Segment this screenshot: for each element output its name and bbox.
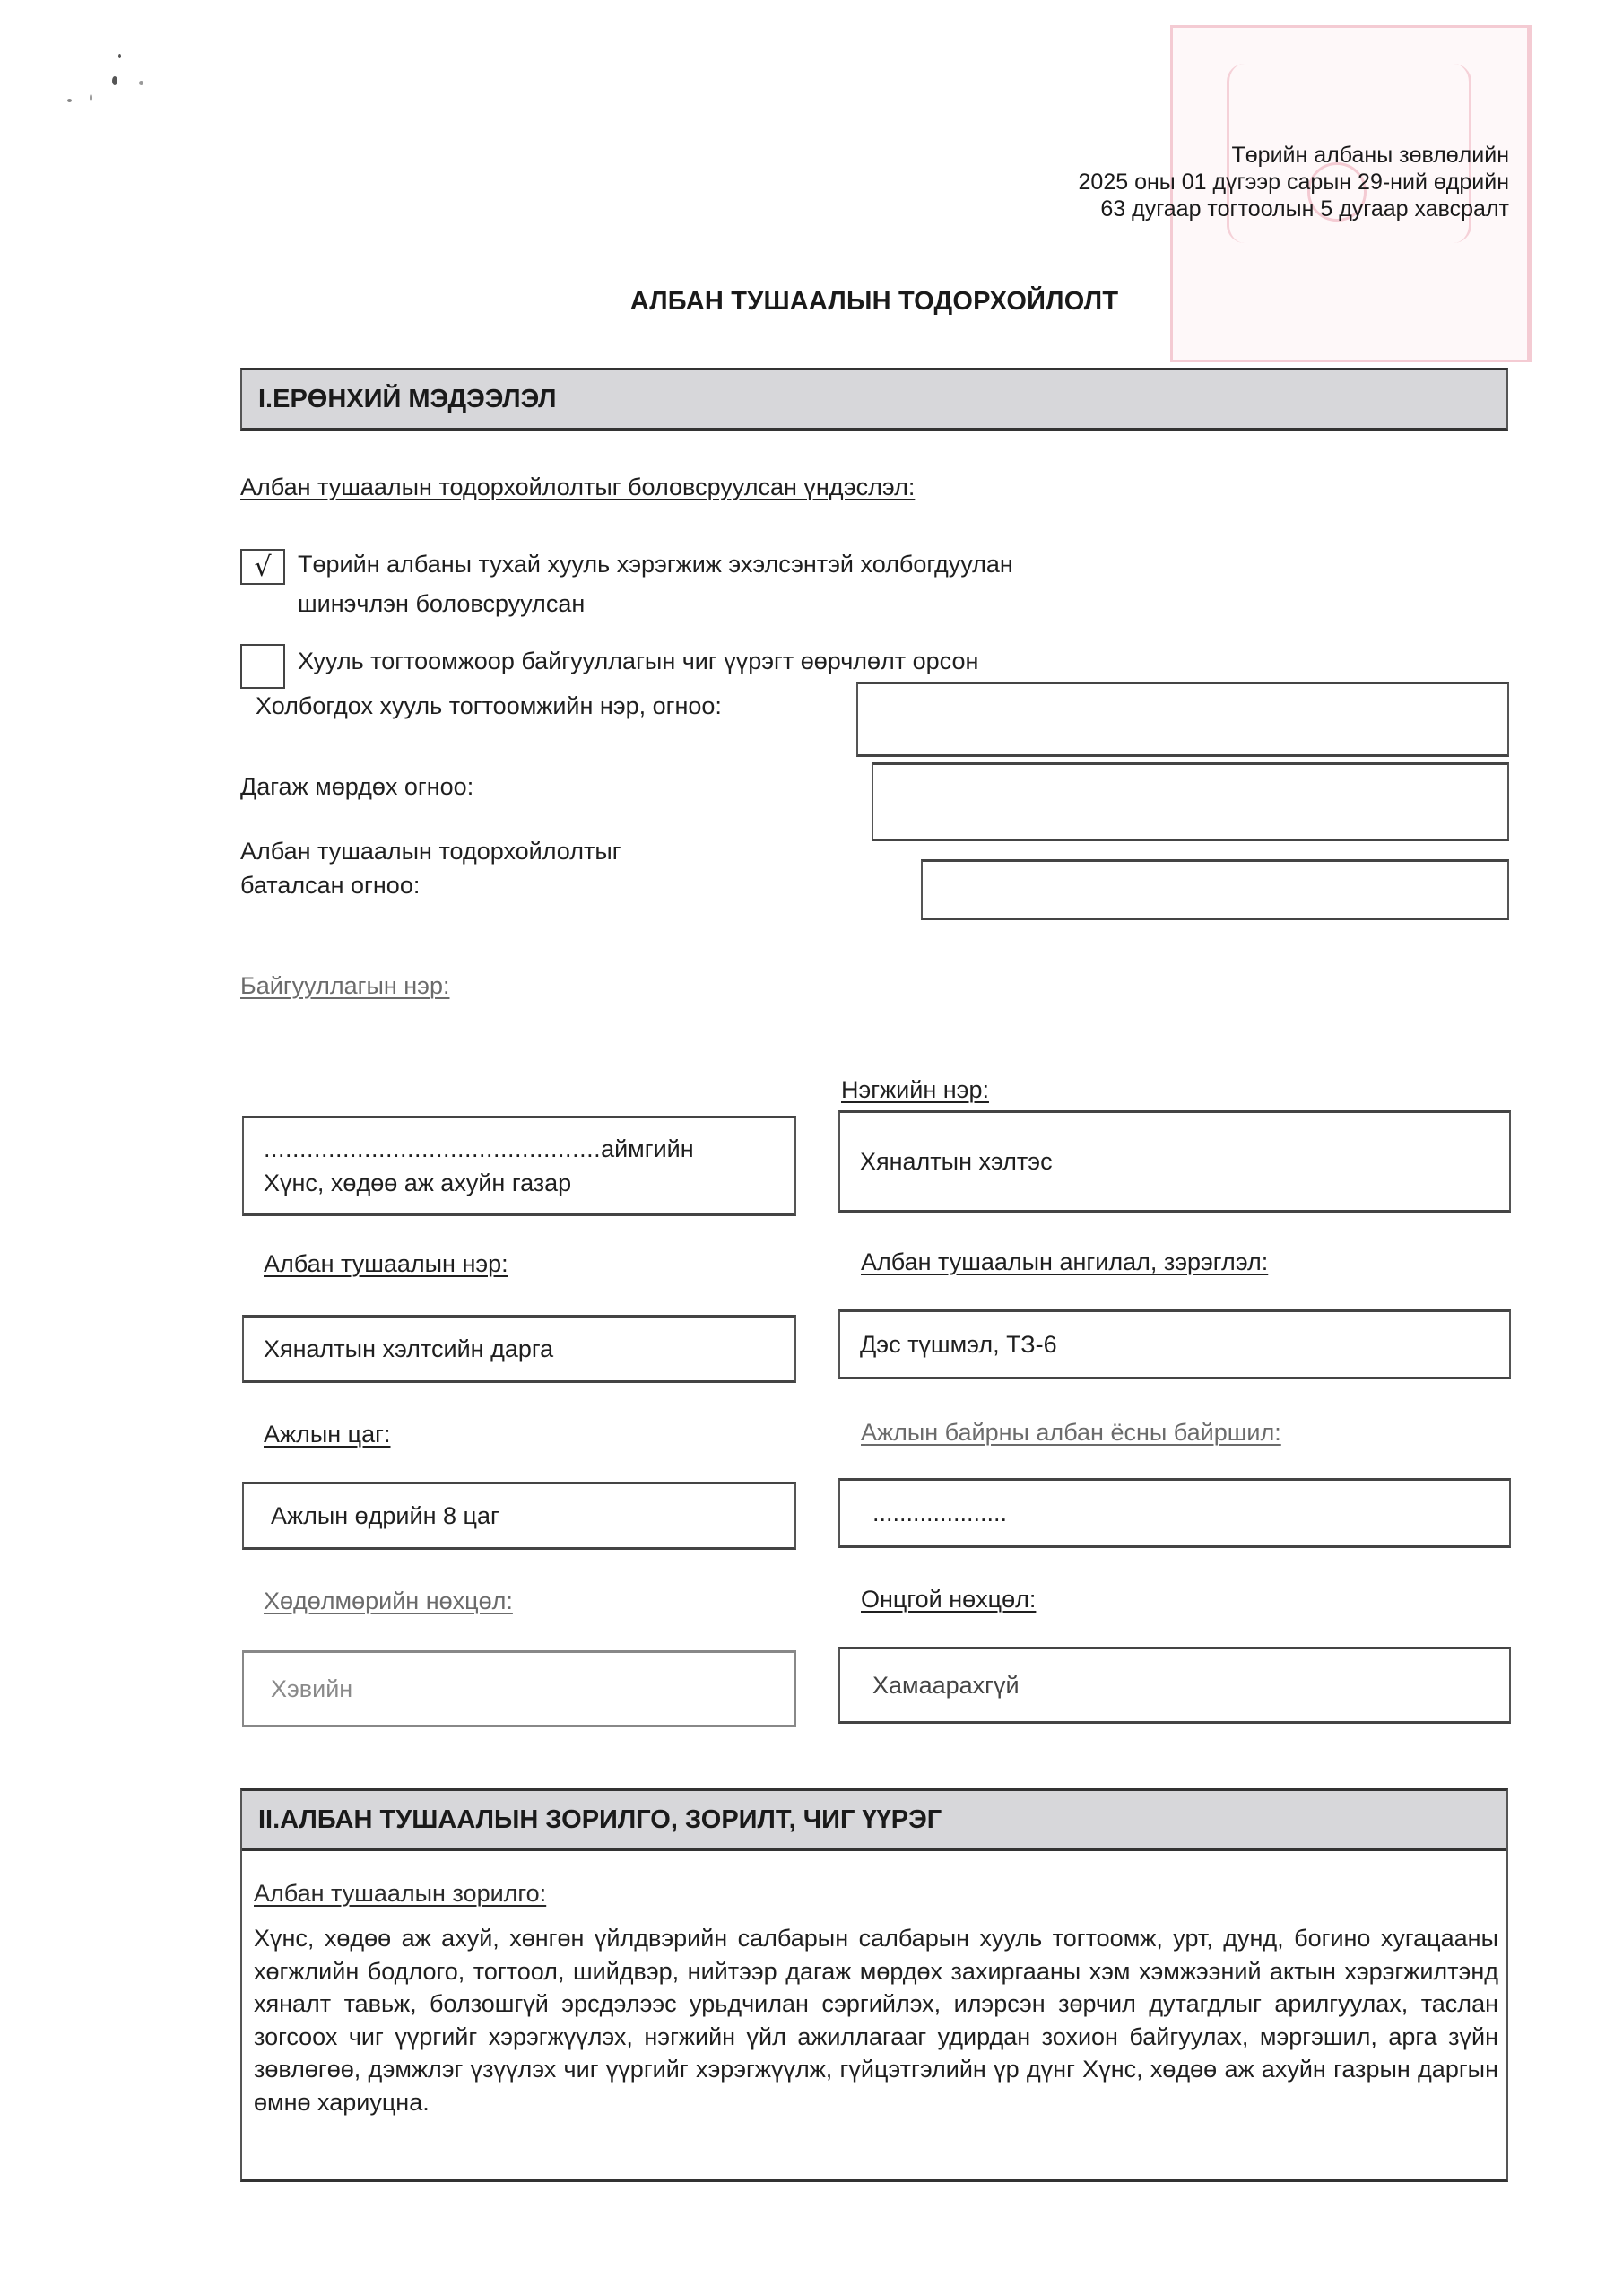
special-conditions-field[interactable]: Хамаарахгүй	[838, 1647, 1511, 1724]
work-hours-label: Ажлын цаг:	[264, 1421, 391, 1448]
section-1-heading: I.ЕРӨНХИЙ МЭДЭЭЛЭЛ	[240, 368, 1508, 430]
approved-date-field[interactable]	[921, 859, 1509, 920]
option-renewed-text	[298, 547, 1013, 621]
basis-label: Албан тушаалын тодорхойлолтыг боловсруулсан үндэслэл:	[240, 474, 916, 500]
org-name-line-1	[264, 1132, 694, 1166]
position-name-field[interactable]: Хяналтын хэлтсийн дарга	[242, 1315, 796, 1383]
approved-date-label	[240, 834, 621, 902]
position-name-label: Албан тушаалын нэр:	[264, 1250, 508, 1277]
work-location-label: Ажлын байрны албан ёсны байршил:	[861, 1419, 1281, 1446]
annex-line-2: 2025 оны 01 дүгээр сарын 29-ний өдрийн	[1078, 170, 1509, 195]
related-law-field[interactable]	[856, 682, 1509, 757]
scan-specks	[36, 45, 152, 126]
org-name-dots: ...............................................	[264, 1135, 602, 1162]
work-conditions-field[interactable]: Хэвийн	[242, 1650, 796, 1727]
option-law-change-text: Хууль тогтоомжоор байгууллагын чиг үүрэгт өөрчлөлт орсон	[298, 648, 979, 674]
work-location-field[interactable]: ....................	[838, 1478, 1511, 1548]
effective-date-field[interactable]	[872, 762, 1509, 841]
org-name-line-2: Хүнс, хөдөө аж ахуйн газар	[264, 1170, 572, 1196]
checkbox-law-change[interactable]	[240, 644, 285, 689]
section-2-heading: II.АЛБАН ТУШААЛЫН ЗОРИЛГО, ЗОРИЛТ, ЧИГ ҮҮРЭГ	[240, 1788, 1508, 1851]
option-renewed-line-1: Төрийн албаны тухай хууль хэрэгжиж эхэлсэнтэй холбогдуулан	[298, 551, 1013, 578]
purpose-label: Албан тушаалын зорилго:	[254, 1880, 547, 1907]
position-class-field[interactable]: Дэс түшмэл, ТЗ-6	[838, 1309, 1511, 1379]
special-conditions-label: Онцгой нөхцөл:	[861, 1586, 1037, 1613]
document-title: АЛБАН ТУШААЛЫН ТОДОРХОЙЛОЛТ	[629, 287, 1119, 316]
option-renewed-line-2: шинэчлэн боловсруулсан	[298, 590, 586, 617]
work-conditions-label: Хөдөлмөрийн нөхцөл:	[264, 1587, 513, 1614]
unit-name-field[interactable]: Хяналтын хэлтэс	[838, 1110, 1511, 1213]
checkbox-renewed[interactable]: √	[240, 549, 285, 585]
approved-date-label-line-2: баталсан огноо:	[240, 872, 421, 899]
org-name-suffix: аймгийн	[601, 1135, 694, 1162]
position-class-label: Албан тушаалын ангилал, зэрэглэл:	[861, 1248, 1269, 1275]
org-name-label: Байгууллагын нэр:	[240, 972, 450, 999]
annex-reference	[1079, 142, 1509, 222]
org-name-field[interactable]	[242, 1116, 796, 1216]
annex-line-3: 63 дугаар тогтоолын 5 дугаар хавсралт	[1100, 196, 1509, 222]
unit-name-label: Нэгжийн нэр:	[841, 1076, 989, 1103]
related-law-label: Холбогдох хууль тогтоомжийн нэр, огноо:	[256, 692, 722, 719]
annex-line-1: Төрийн албаны зөвлөлийн	[1231, 143, 1509, 168]
work-hours-field[interactable]: Ажлын өдрийн 8 цаг	[242, 1482, 796, 1550]
effective-date-label: Дагаж мөрдөх огноо:	[240, 773, 474, 800]
approved-date-label-line-1: Албан тушаалын тодорхойлолтыг	[240, 838, 621, 865]
purpose-text: Хүнс, хөдөө аж ахуй, хөнгөн үйлдвэрийн салбарын салбарын хууль тогтоомж, урт, дунд, богино хугацааны хөгжлийн бодлого, тогтоол, шийдвэр, нийтээр дагаж мөрдөх захиргааны хэм хэмжээний актын хэрэгжилтэнд хяналт тавьж, болзошгүй эрсдэлээс урьдчилан сэргийлэх, илэрсэн зөрчил дутагдлыг арилгуулах, таслан зогсоох чиг үүргийг хэрэгжүүлэх, нэгжийн үйл ажиллагааг удирдан зохион байгуулах, мэргэшил, арга зүйн зөвлөгөө, дэмжлэг үзүүлэх чиг үүргийг хэрэгжүүлж, гүйцэтгэлийн үр дүнг Хүнс, хөдөө аж ахуйн газрын даргын өмнө хариуцна.	[254, 1925, 1498, 2116]
